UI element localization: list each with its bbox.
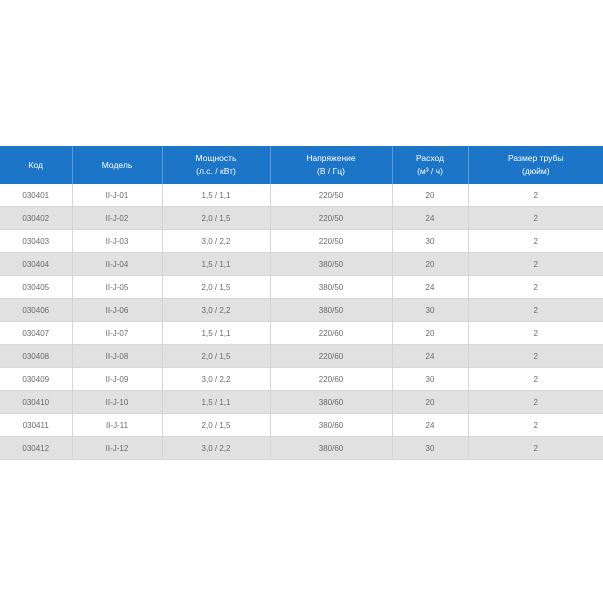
header-model — [72, 146, 162, 184]
table-row — [0, 207, 603, 230]
cell-code: 030405 — [0, 276, 72, 299]
table-row — [0, 322, 603, 345]
cell-voltage: 380/50 — [270, 253, 392, 276]
cell-pipe-size: 2 — [468, 230, 603, 253]
cell-model: II-J-02 — [72, 207, 162, 230]
header-label: Модель — [101, 159, 133, 170]
table-row — [0, 184, 603, 207]
cell-power: 2,0 / 1,5 — [162, 345, 270, 368]
table-row — [0, 437, 603, 460]
cell-voltage: 380/60 — [270, 414, 392, 437]
cell-voltage: 380/60 — [270, 391, 392, 414]
cell-model: II-J-09 — [72, 368, 162, 391]
cell-voltage: 220/50 — [270, 230, 392, 253]
cell-model: II-J-08 — [72, 345, 162, 368]
table-row — [0, 299, 603, 322]
header-label: Мощность — [195, 153, 237, 163]
cell-pipe-size: 2 — [468, 299, 603, 322]
cell-power: 1,5 / 1,1 — [162, 391, 270, 414]
header-code — [0, 146, 72, 184]
header-label: Код — [28, 159, 43, 170]
cell-power: 2,0 / 1,5 — [162, 207, 270, 230]
cell-code: 030409 — [0, 368, 72, 391]
cell-pipe-size: 2 — [468, 207, 603, 230]
cell-flow: 20 — [392, 322, 468, 345]
cell-flow: 30 — [392, 437, 468, 460]
cell-model: II-J-06 — [72, 299, 162, 322]
cell-voltage: 220/60 — [270, 345, 392, 368]
cell-pipe-size: 2 — [468, 322, 603, 345]
cell-pipe-size: 2 — [468, 276, 603, 299]
cell-code: 030402 — [0, 207, 72, 230]
cell-model: II-J-10 — [72, 391, 162, 414]
cell-power: 3,0 / 2,2 — [162, 299, 270, 322]
header-power — [162, 146, 270, 184]
cell-code: 030406 — [0, 299, 72, 322]
cell-code: 030404 — [0, 253, 72, 276]
spec-table-container — [0, 146, 603, 460]
table-row — [0, 391, 603, 414]
cell-code: 030408 — [0, 345, 72, 368]
cell-model: II-J-11 — [72, 414, 162, 437]
cell-model: II-J-04 — [72, 253, 162, 276]
cell-code: 030412 — [0, 437, 72, 460]
header-label: Размер трубы — [508, 153, 564, 163]
cell-power: 3,0 / 2,2 — [162, 437, 270, 460]
table-body — [0, 184, 603, 460]
header-pipe-size — [468, 146, 603, 184]
cell-voltage: 220/60 — [270, 368, 392, 391]
header-unit: (л.с. / кВт) — [196, 166, 236, 176]
table-row — [0, 276, 603, 299]
cell-code: 030410 — [0, 391, 72, 414]
cell-pipe-size: 2 — [468, 368, 603, 391]
header-voltage — [270, 146, 392, 184]
cell-flow: 20 — [392, 184, 468, 207]
cell-voltage: 220/50 — [270, 184, 392, 207]
table-header — [0, 146, 603, 184]
cell-voltage: 380/60 — [270, 437, 392, 460]
header-row — [0, 146, 603, 184]
table-row — [0, 230, 603, 253]
cell-voltage: 380/50 — [270, 276, 392, 299]
spec-table — [0, 146, 603, 460]
cell-pipe-size: 2 — [468, 253, 603, 276]
cell-flow: 24 — [392, 276, 468, 299]
cell-model: II-J-03 — [72, 230, 162, 253]
header-unit: (дюйм) — [521, 166, 550, 176]
cell-model: II-J-01 — [72, 184, 162, 207]
cell-power: 2,0 / 1,5 — [162, 414, 270, 437]
cell-pipe-size: 2 — [468, 184, 603, 207]
header-label: Расход — [415, 153, 445, 163]
header-unit: (В / Гц) — [317, 166, 345, 176]
cell-power: 3,0 / 2,2 — [162, 368, 270, 391]
cell-code: 030407 — [0, 322, 72, 345]
cell-flow: 24 — [392, 345, 468, 368]
header-flow — [392, 146, 468, 184]
cell-power: 2,0 / 1,5 — [162, 276, 270, 299]
table-row — [0, 368, 603, 391]
cell-power: 1,5 / 1,1 — [162, 322, 270, 345]
header-label: Напряжение — [306, 153, 356, 163]
table-row — [0, 253, 603, 276]
cell-flow: 30 — [392, 299, 468, 322]
cell-power: 3,0 / 2,2 — [162, 230, 270, 253]
cell-pipe-size: 2 — [468, 391, 603, 414]
cell-flow: 20 — [392, 253, 468, 276]
table-row — [0, 345, 603, 368]
cell-power: 1,5 / 1,1 — [162, 253, 270, 276]
cell-pipe-size: 2 — [468, 345, 603, 368]
table-row — [0, 414, 603, 437]
header-unit: (м³ / ч) — [417, 166, 443, 176]
cell-power: 1,5 / 1,1 — [162, 184, 270, 207]
cell-model: II-J-12 — [72, 437, 162, 460]
cell-voltage: 380/50 — [270, 299, 392, 322]
cell-code: 030411 — [0, 414, 72, 437]
cell-flow: 30 — [392, 368, 468, 391]
cell-voltage: 220/60 — [270, 322, 392, 345]
cell-pipe-size: 2 — [468, 437, 603, 460]
cell-voltage: 220/50 — [270, 207, 392, 230]
cell-code: 030401 — [0, 184, 72, 207]
cell-pipe-size: 2 — [468, 414, 603, 437]
cell-code: 030403 — [0, 230, 72, 253]
cell-flow: 24 — [392, 414, 468, 437]
cell-flow: 20 — [392, 391, 468, 414]
cell-model: II-J-07 — [72, 322, 162, 345]
cell-flow: 24 — [392, 207, 468, 230]
cell-flow: 30 — [392, 230, 468, 253]
cell-model: II-J-05 — [72, 276, 162, 299]
